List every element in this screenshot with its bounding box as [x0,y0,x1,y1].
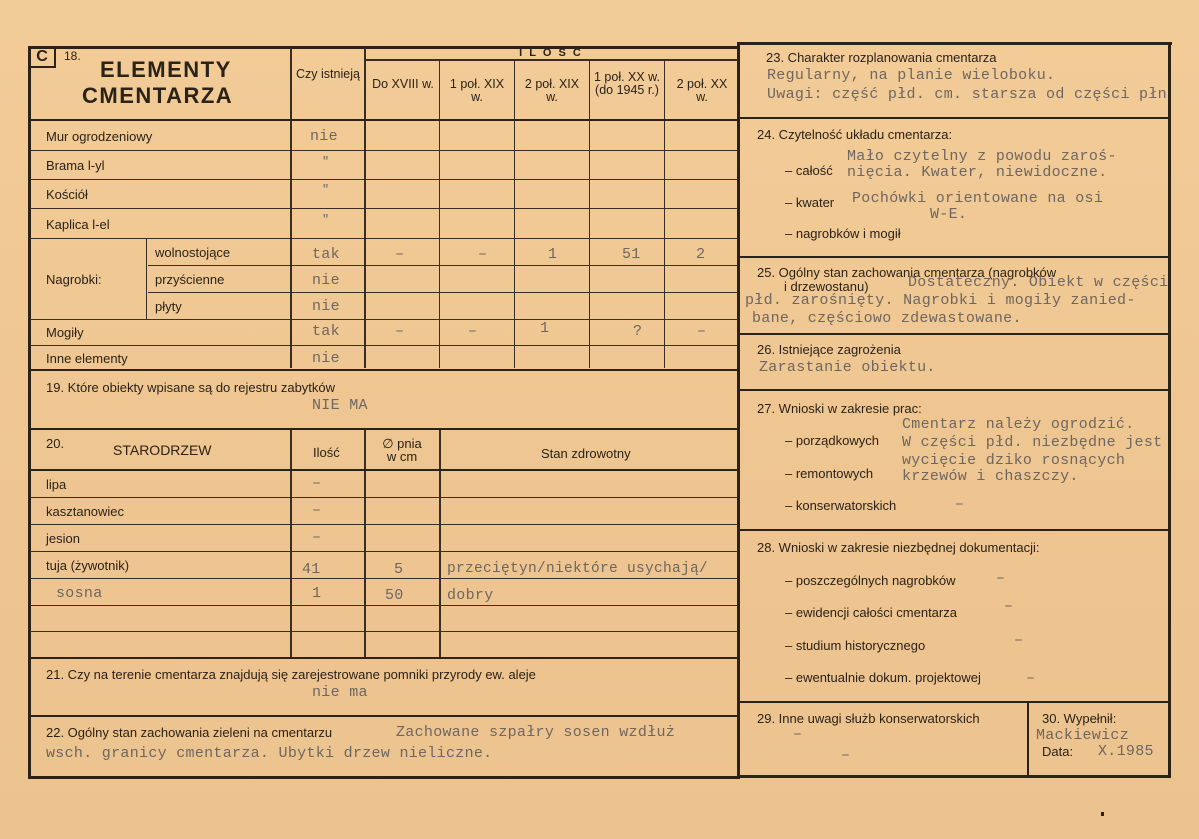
val-kosciol: " [322,183,330,197]
s26-value: Zarastanie obiektu. [759,359,936,376]
tree-jesion: jesion [46,531,80,546]
tuja-pnia: 5 [394,561,404,578]
row-mur: Mur ogrodzeniowy [46,129,153,144]
s28-ewidencji: – ewidencji całości cmentarza [785,605,957,620]
s19-label: 19. Które obiekty wpisane są do rejestru zabytków [46,380,336,395]
s20-col-pnia [366,437,438,463]
s24-kwater: – kwater [785,195,835,210]
s30-date: X.1985 [1098,743,1154,760]
s28-label: 28. Wnioski w zakresie niezbędnej dokumentacji: [757,540,1040,555]
s30-date-label: Data: [1042,744,1074,759]
s27-value-5: – [955,496,965,513]
s20-col-ilosc: Ilość [313,445,340,460]
frame-left [28,46,31,778]
col-line-3 [514,60,515,368]
col-1-xx: 1 poł. XX w. (do 1945 r.) [593,70,660,97]
row-line [30,179,738,180]
s28-dash-c: – [1014,632,1024,649]
wolno-v3: 51 [622,246,641,263]
val-inne: nie [312,350,340,367]
s23-bottom [737,117,1171,119]
s18-title-1: ELEMENTY [100,57,232,82]
s20-col-pnia-1: ∅ pnia [382,436,422,451]
section-letter: C [36,48,48,65]
val-mur: nie [310,128,338,145]
s29-value: – [841,747,851,764]
s28-dash-d: – [1026,670,1036,687]
s23-value-1: Regularny, na planie wieloboku. [767,67,1056,84]
s29-label: 29. Inne uwagi służb konserwatorskich [757,711,980,726]
s27-value-4: krzewów i chaszczy. [902,468,1079,485]
s25-label: 25. Ogólny stan zachowania cmentarza (nagrobków [757,265,1057,280]
s24-value-1: Mało czytelny z powodu zaroś- [847,148,1117,165]
wolno-v2: 1 [548,246,558,263]
s20-col-pnia-2: w cm [386,449,418,464]
s30-label: 30. Wypełnił: [1042,711,1117,726]
frame-bottom-left [28,776,740,779]
s22-value-2: wsch. granicy cmentarza. Ubytki drzew nieliczne. [46,745,493,762]
wolno-v4: 2 [696,246,706,263]
s19-bottom [28,428,740,430]
s20-row-line [30,605,738,606]
col-1-xix: 1 poł. XIX w. [449,77,505,104]
col-2-xx: 2 poł. XX w. [676,77,728,104]
s28-projektowej: – ewentualnie dokum. projektowej [785,670,981,685]
tree-sosna: sosna [56,585,103,602]
tree-tuja: tuja (żywotnik) [46,558,130,573]
s23-value-2: Uwagi: część płd. cm. starsza od części płn [767,86,1167,103]
s20-row-line [30,631,738,632]
s20-row-line [30,551,738,552]
tree-lipa: lipa [46,477,67,492]
val-mogily: tak [312,323,340,340]
s18-number: 18. [64,49,81,63]
row-plyty: płyty [155,299,182,314]
s27-konserwatorskich: – konserwatorskich [785,498,897,513]
s20-number: 20. [46,436,65,451]
frame-bottom-right [737,775,1171,778]
s27-value-3: wycięcie dziko rosnących [902,452,1126,469]
s27-porzadkowych: – porządkowych [785,433,879,448]
s25-value-3: bane, częściowo zdewastowane. [752,310,1022,327]
kasztan-ilosc: – [312,502,322,519]
mogily-v2: 1 [540,320,550,337]
s21-value: nie ma [312,684,368,701]
s23-label: 23. Charakter rozplanowania cmentarza [766,50,997,65]
row-line [148,292,738,293]
sosna-ilosc: 1 [312,585,322,602]
s25-value-2: płd. zarośnięty. Nagrobki i mogiły zanied- [745,292,1136,309]
ink-dot [1101,812,1104,816]
mogily-v0: – [395,323,405,340]
s29-dash: – [793,726,803,743]
s26-bottom [737,389,1171,391]
s21-label: 21. Czy na terenie cmentarza znajdują się zarejestrowane pomniki przyrody ew. aleje [46,667,536,682]
s18-title-2: CMENTARZA [82,83,234,108]
row-inne: Inne elementy [46,351,128,366]
s20-col-stan: Stan zdrowotny [541,446,631,461]
row-line [148,265,738,266]
s28-dash-a: – [996,570,1006,587]
col-xviii: Do XVIII w. [372,77,434,91]
col-exists-header: Czy istnieją [296,67,360,81]
s28-nagrobkow: – poszczególnych nagrobków [785,573,956,588]
s26-label: 26. Istniejące zagrożenia [757,342,901,357]
s20-col-line [290,430,292,658]
s20-col-line [439,430,441,658]
val-brama: " [322,155,330,169]
row-przysc: przyścienne [155,272,225,287]
row-line [30,150,738,151]
s22-value-1: Zachowane szpałry sosen wzdłuż [396,724,676,741]
row-kaplica: Kaplica l-el [46,217,110,232]
section-c-box [28,46,56,68]
val-kaplica: " [322,213,330,227]
s25-value-1: Dostateczny. Obiekt w części [908,274,1169,291]
frame-middle [737,42,740,779]
sosna-pnia: 50 [385,587,404,604]
s20-header-bottom [28,469,740,471]
wolno-v1: – [478,246,488,263]
s24-value-2: nięcia. Kwater, niewidoczne. [847,164,1108,181]
s20-bottom [28,657,740,659]
s28-studium: – studium historycznego [785,638,926,653]
s25-bottom [737,333,1171,335]
val-wolno: tak [312,246,340,263]
s27-value-2: W części płd. niezbędne jest [902,434,1163,451]
col-line-5 [664,60,665,368]
s18-bottom [28,369,740,371]
s20-title: STARODRZEW [113,442,212,458]
wolno-v0: – [395,246,405,263]
s24-nagrobkow: – nagrobków i mogił [785,226,901,241]
s24-label: 24. Czytelność układu cmentarza: [757,127,953,142]
mogily-v3: ? [633,323,643,340]
tuja-stan: przeciętyn/niektóre usychają/ [447,561,709,577]
s29-s30-divider [1027,701,1029,777]
s20-row-line [30,524,738,525]
row-line [30,319,738,320]
s27-remontowych: – remontowych [785,466,874,481]
s21-bottom [28,715,740,717]
val-przysc: nie [312,272,340,289]
s28-dash-b: – [1004,598,1014,615]
frame-top-right [737,42,1172,45]
s20-row-line [30,578,738,579]
s28-bottom [737,701,1171,703]
jesion-ilosc: – [312,529,322,546]
lipa-ilosc: – [312,475,322,492]
s24-calosc: – całość [785,163,833,178]
s27-value-1: Cmentarz należy ogrodzić. [902,416,1135,433]
s24-value-3: Pochówki orientowane na osi [852,190,1104,207]
row-wolno: wolnostojące [155,245,231,260]
sosna-stan: dobry [447,587,494,604]
s30-name: Mackiewicz [1036,727,1130,744]
nagrobki-sub-line [146,238,147,320]
row-kosciol: Kościół [46,187,88,202]
row-line [30,208,738,209]
col-2-xix: 2 poł. XIX w. [524,77,580,104]
s20-col-line [364,430,366,658]
s24-value-4: W-E. [930,206,968,223]
row-line [30,238,738,239]
mogily-v1: – [468,323,478,340]
tuja-ilosc: 41 [302,561,321,578]
row-brama: Brama l-yl [46,158,105,173]
col-line-2 [439,60,440,368]
s22-label: 22. Ogólny stan zachowania zieleni na cmentarzu [46,725,333,740]
s18-header-bottom [28,119,740,121]
ilosc-header: I L O Ś Ć [519,47,583,59]
s24-bottom [737,256,1171,258]
s20-row-line [30,497,738,498]
s27-label: 27. Wnioski w zakresie prac: [757,401,922,416]
row-mogily: Mogiły [46,325,84,340]
s27-bottom [737,529,1171,531]
col-line-4 [589,60,590,368]
tree-kasztanowiec: kasztanowiec [46,504,125,519]
mogily-v4: – [697,323,707,340]
s25-label-2: i drzewostanu) [784,279,869,294]
s19-value: NIE MA [312,397,368,414]
row-nagrobki: Nagrobki: [46,272,102,287]
row-line [30,345,738,346]
val-plyty: nie [312,298,340,315]
frame-right [1168,42,1171,778]
